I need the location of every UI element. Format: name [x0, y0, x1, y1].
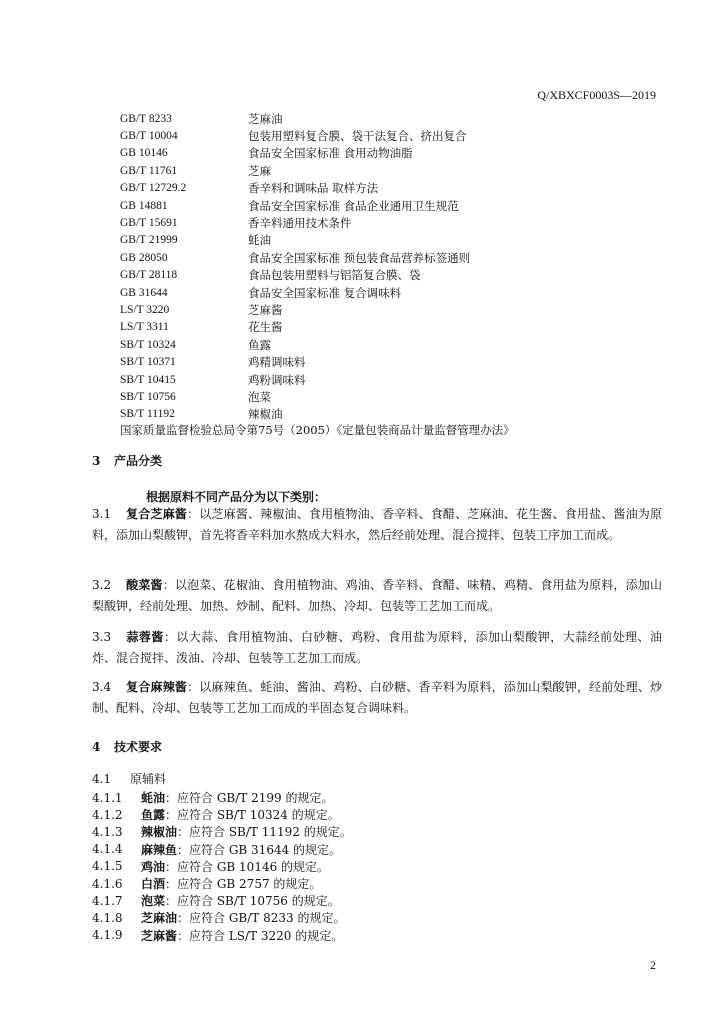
subsection-4-1-heading — [92, 770, 166, 787]
reference-title: 泡菜 — [248, 389, 271, 404]
reference-code: GB/T 15691 — [120, 217, 178, 230]
reference-row — [120, 336, 680, 353]
reference-title: 蚝油 — [248, 233, 271, 248]
classification-item — [92, 627, 662, 669]
item-text: ：应符合 GB 2757 的规定。 — [165, 877, 322, 892]
section-number: 4 — [92, 740, 101, 754]
section-title: 技术要求 — [114, 740, 163, 754]
item-number: 4.1.8 — [92, 910, 123, 925]
page-number: 2 — [650, 958, 656, 972]
subsection-title: 原辅料 — [130, 772, 167, 786]
reference-code: SB/T 11192 — [120, 408, 175, 421]
reference-title: 食品包装用塑料与铝箔复合膜、袋 — [248, 268, 421, 283]
item-number: 3.1 — [92, 507, 112, 521]
reference-code: GB/T 10004 — [120, 130, 178, 143]
item-text: ：应符合 GB 10146 的规定。 — [165, 859, 330, 874]
item-number: 3.4 — [92, 680, 112, 694]
item-name: 白酒 — [141, 877, 166, 892]
item-name: 蚝油 — [141, 791, 166, 806]
reference-row — [120, 301, 680, 318]
item-text: ：应符合 GB/T 2199 的规定。 — [165, 791, 334, 806]
reference-row — [120, 406, 680, 423]
item-text: ：应符合 GB 31644 的规定。 — [177, 842, 342, 857]
reference-code: GB 31644 — [120, 286, 168, 299]
raw-material-item — [92, 927, 352, 944]
reference-title: 芝麻 — [248, 163, 271, 178]
reference-code: SB/T 10756 — [120, 390, 176, 403]
reference-row — [120, 388, 680, 405]
reference-code: GB/T 12729.2 — [120, 182, 187, 195]
raw-material-item — [92, 806, 352, 823]
reference-title: 食品安全国家标准 预包装食品营养标签通则 — [248, 250, 471, 265]
item-number: 3.2 — [92, 578, 112, 592]
subsection-number: 4.1 — [92, 772, 112, 786]
reference-code: SB/T 10371 — [120, 356, 176, 369]
item-number: 3.3 — [92, 630, 112, 644]
item-number: 4.1.9 — [92, 928, 123, 943]
reference-code: SB/T 10415 — [120, 373, 176, 386]
item-text: ：以大蒜、食用植物油、白砂糖、鸡粉、食用盐为原料，添加山梨酸钾，大蒜经前处理、油炸、混合搅拌、泼油、冷却、包装等工艺加工而成。 — [92, 630, 662, 665]
item-text: ：以泡菜、花椒油、食用植物油、鸡油、香辛料、食醋、味精、鸡精、食用盐为原料，添加山梨酸钾，经前处理、加热、炒制、配料、加热、冷却、包装等工艺加工而成。 — [92, 578, 662, 613]
reference-row — [120, 284, 680, 301]
item-text: ：应符合 SB/T 10324 的规定。 — [165, 808, 340, 823]
item-text: ：以麻辣鱼、蚝油、酱油、鸡粉、白砂糖、香辛料为原料，添加山梨酸钾，经前处理、炒制、配料、冷却、包装等工艺加工而成的半固态复合调味料。 — [92, 680, 662, 715]
item-text: ：以芝麻酱、辣椒油、食用植物油、香辛料、食醋、芝麻油、花生酱、食用盐、酱油为原料，添加山梨酸钾，首先将香辛料加水熬成大料水，然后经前处理、混合搅拌、包装工序加工而成。 — [92, 507, 662, 542]
item-name: 酸菜酱 — [126, 578, 163, 592]
reference-row — [120, 162, 680, 179]
reference-code: GB/T 11761 — [120, 164, 178, 177]
reference-row — [120, 145, 680, 162]
reference-code: GB/T 21999 — [120, 234, 178, 247]
reference-row — [120, 371, 680, 388]
item-number: 4.1.5 — [92, 859, 123, 874]
reference-title: 鱼露 — [248, 337, 271, 352]
reference-title: 辣椒油 — [248, 407, 283, 422]
reference-row — [120, 197, 680, 214]
reference-code: LS/T 3311 — [120, 321, 169, 334]
item-name: 泡菜 — [141, 894, 166, 909]
reference-title: 香辛料通用技术条件 — [248, 216, 352, 231]
section-3-intro: 根据原料不同产品分为以下类别： — [146, 490, 327, 504]
item-name: 芝麻油 — [141, 911, 178, 926]
item-number: 4.1.2 — [92, 807, 123, 822]
reference-row — [120, 319, 680, 336]
item-name: 复合芝麻酱 — [126, 507, 188, 521]
reference-row — [120, 353, 680, 370]
item-number: 4.1.1 — [92, 790, 123, 805]
raw-material-item — [92, 892, 352, 909]
raw-material-item — [92, 841, 352, 858]
reference-row — [120, 249, 680, 266]
reference-title: 食品安全国家标准 复合调味料 — [248, 285, 402, 300]
reference-row — [120, 180, 680, 197]
item-text: ：应符合 LS/T 3220 的规定。 — [177, 928, 344, 943]
reference-list — [120, 110, 680, 423]
item-name: 复合麻辣酱 — [126, 680, 188, 694]
reference-title: 食品安全国家标准 食品企业通用卫生规范 — [248, 198, 459, 213]
section-4-heading — [92, 738, 162, 755]
classification-item — [92, 575, 662, 617]
item-text: ：应符合 SB/T 11192 的规定。 — [177, 825, 352, 840]
item-number: 4.1.4 — [92, 842, 123, 857]
item-text: ：应符合 GB/T 8233 的规定。 — [177, 911, 346, 926]
item-name: 辣椒油 — [141, 825, 178, 840]
reference-row — [120, 127, 680, 144]
reference-row — [120, 267, 680, 284]
raw-material-item — [92, 858, 352, 875]
reference-row — [120, 214, 680, 231]
item-name: 麻辣鱼 — [141, 842, 178, 857]
classification-item — [92, 504, 662, 546]
item-name: 蒜蓉酱 — [126, 630, 164, 644]
reference-title: 芝麻酱 — [248, 302, 283, 317]
reference-title: 香辛料和调味品 取样方法 — [248, 181, 379, 196]
reference-code: GB 14881 — [120, 199, 168, 212]
reference-note: 国家质量监督检验总局令第75号（2005）《定量包装商品计量监督管理办法》 — [120, 423, 515, 437]
reference-row — [120, 232, 680, 249]
reference-code: GB/T 28118 — [120, 269, 178, 282]
raw-material-item — [92, 875, 352, 892]
section-number: 3 — [92, 454, 101, 468]
item-number: 4.1.7 — [92, 893, 123, 908]
reference-code: GB 28050 — [120, 251, 168, 264]
reference-code: GB/T 8233 — [120, 112, 172, 125]
reference-title: 花生酱 — [248, 320, 283, 335]
raw-material-item — [92, 909, 352, 926]
reference-code: SB/T 10324 — [120, 338, 176, 351]
reference-title: 鸡粉调味料 — [248, 372, 306, 387]
item-number: 4.1.6 — [92, 876, 123, 891]
raw-material-item — [92, 789, 352, 806]
item-name: 鸡油 — [141, 859, 166, 874]
reference-title: 包装用塑料复合膜、袋干法复合、挤出复合 — [248, 129, 467, 144]
document-code: Q/XBXCF0003S—2019 — [537, 88, 656, 102]
reference-row — [120, 110, 680, 127]
reference-title: 芝麻油 — [248, 111, 283, 126]
reference-code: GB 10146 — [120, 147, 168, 160]
item-name: 鱼露 — [141, 808, 166, 823]
item-name: 芝麻酱 — [141, 928, 178, 943]
raw-material-item — [92, 823, 352, 840]
reference-title: 食品安全国家标准 食用动物油脂 — [248, 146, 413, 161]
raw-material-list — [92, 789, 352, 944]
item-number: 4.1.3 — [92, 824, 123, 839]
section-title: 产品分类 — [114, 454, 163, 468]
item-text: ：应符合 SB/T 10756 的规定。 — [165, 894, 340, 909]
section-3-heading — [92, 452, 162, 469]
reference-code: LS/T 3220 — [120, 303, 170, 316]
classification-item — [92, 677, 662, 719]
reference-title: 鸡精调味料 — [248, 355, 306, 370]
